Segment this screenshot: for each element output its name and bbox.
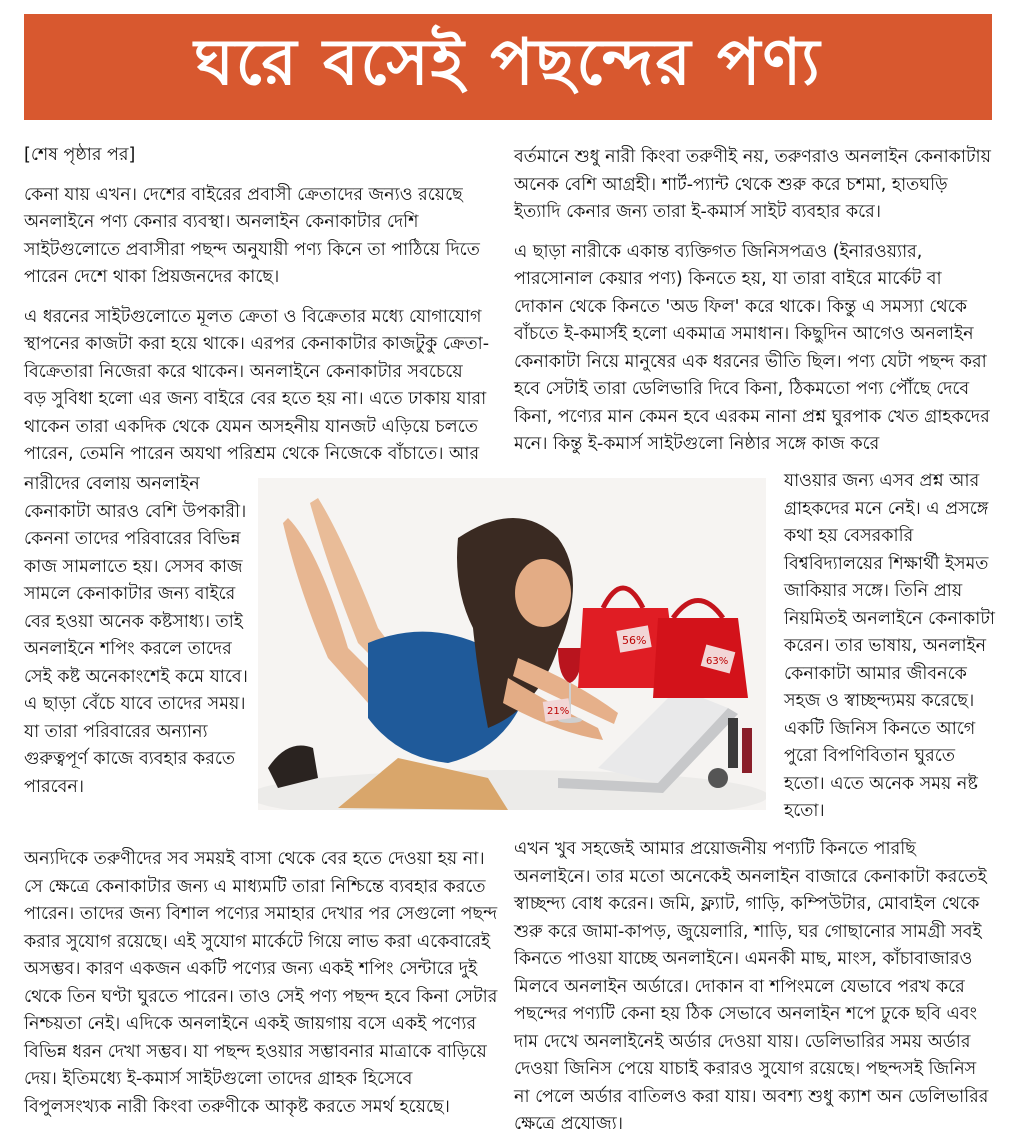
left-paragraph-2: এ ধরনের সাইটগুলোতে মূলত ক্রেতা ও বিক্রেতার মধ্যে যোগাযোগ স্থাপনের কাজটা করা হয়ে থাকে। এরপর কেনাকাটার কাজটুকু ক্রেতা-বিক্রেতারা নিজেরা করে থাকেন। অনলাইনে কেনাকাটার সবচেয়ে বড় সুবিধা হলো এর জন্য বাইরে বের হতে হয় না। এতে ঢাকায় যারা থাকেন তারা একদিক থেকে যেমন অসহনীয় যানজট এড়িয়ে চলতে পারেন, তেমনি পারেন অযথা পরিশ্রম থেকে নিজেকে বাঁচাতে। আর: [24, 306, 490, 464]
continued-note: [শেষ পৃষ্ঠার পর]: [24, 145, 136, 165]
right-wrap-text: যাওয়ার জন্য এসব প্রশ্ন আর গ্রাহকদের মনে নেই। এ প্রসঙ্গে কথা হয় বেসরকারি বিশ্ববিদ্যালয়ের শিক্ষার্থী ইসমত জাকিয়ার সঙ্গে। তিনি প্রায় নিয়মিতই অনলাইনে কেনাকাটা করেন। তার ভাষায়, অনলাইন কেনাকাটা আমার জীবনকে সহজ ও স্বাচ্ছন্দ্যময় করেছে। একটি জিনিস কিনতে আগে পুরো বিপণিবিতান ঘুরতে হতো। এতে অনেক সময় নষ্ট হতো।: [784, 471, 995, 821]
left-column-top: [24, 142, 489, 469]
right-wrap-column: [784, 468, 996, 826]
left-wrap-text: নারীদের বেলায় অনলাইন কেনাকাটা আরও বেশি উপকারী। কেননা তাদের পরিবারের বিভিন্ন কাজ সামলাতে হয়। সেসব কাজ সামলে কেনাকাটার জন্য বাইরে বের হওয়া অনেক কষ্টসাধ্য। তাই অনলাইনে শপিং করলে তাদের সেই কষ্ট অনেকাংশেই কমে যাবে। এ ছাড়া বেঁচে যাবে তাদের সময়। যা তারা পরিবারের অন্যান্য গুরুত্বপূর্ণ কাজে ব্যবহার করতে পারবেন।: [24, 474, 248, 797]
left-column-bottom: [24, 846, 502, 1121]
cosmetic-icon: [728, 718, 738, 768]
right-column-bottom: [514, 836, 992, 1139]
left-bottom-text: অন্যদিকে তরুণীদের সব সময়ই বাসা থেকে বের হতে দেওয়া হয় না। সে ক্ষেত্রে কেনাকাটার জন্য এ মাধ্যমটি তারা নিশ্চিন্তে ব্যবহার করতে পারেন। তাদের জন্য বিশাল পণ্যের সমাহার দেখার পর সেগুলো পছন্দ করার সুযোগ রয়েছে। এই সুযোগ মার্কেটে গিয়ে লাভ করা একেবারেই অসম্ভব। কারণ একজন একটি পণ্যের জন্য একই শপিং সেন্টারে দুই থেকে তিন ঘণ্টা ঘুরতে পারেন। তাও সেই পণ্য পছন্দ হবে কিনা সেটার নিশ্চয়তা নেই। এদিকে অনলাইনে একই জায়গায় বসে একই পণ্যের বিভিন্ন ধরন দেখা সম্ভব। যা পছন্দ হওয়ার সম্ভাবনার মাত্রাকে বাড়িয়ে দেয়। ইতিমধ্যে ই-কমার্স সাইটগুলো তাদের গ্রাহক হিসেবে বিপুলসংখ্যক নারী কিংবা তরুণীকে আকৃষ্ট করতে সমর্থ হয়েছে।: [24, 849, 498, 1117]
right-paragraph-2: এ ছাড়া নারীকে একান্ত ব্যক্তিগত জিনিসপত্রও (ইনারওয়্যার, পারসোনাল কেয়ার পণ্য) কিনতে হয়, যা তারা বাইরে মার্কেট বা দোকান থেকে কিনতে 'অড ফিল' করে থাকে। কিন্তু এ সমস্যা থেকে বাঁচতে ই-কমার্সই হলো একমাত্র সমাধান। কিছুদিন আগেও অনলাইন কেনাকাটা নিয়ে মানুষের এক ধরনের ভীতি ছিল। পণ্য যেটা পছন্দ করা হবে সেটাই তারা ডেলিভারি দিবে কিনা, ঠিকমতো পণ্য পৌঁছে দেবে কিনা, পণ্যের মান কেমন হবে এরকম নানা প্রশ্ন ঘুরপাক খেত গ্রাহকদের মনে। কিন্তু ই-কমার্স সাইটগুলো নিষ্ঠার সঙ্গে কাজ করে: [514, 241, 990, 454]
right-column-top: [514, 144, 992, 459]
shopping-woman-illustration: [258, 478, 766, 810]
price-tag-3: 63%: [706, 656, 729, 667]
left-wrap-column: [24, 471, 249, 801]
headline: ঘরে বসেই পছন্দের পণ্য: [194, 24, 822, 100]
right-paragraph-1: বর্তমানে শুধু নারী কিংবা তরুণীই নয়, তরুণরাও অনলাইন কেনাকাটায় অনেক বেশি আগ্রহী। শার্ট-প্যান্ট থেকে শুরু করে চশমা, হাতঘড়ি ইত্যাদি কেনার জন্য তারা ই-কমার্স সাইট ব্যবহার করে।: [514, 147, 991, 222]
left-paragraph-1: কেনা যায় এখন। দেশের বাইরের প্রবাসী ক্রেতাদের জন্যও রয়েছে অনলাইনে পণ্য কেনার ব্যবস্থা। অনলাইন কেনাকাটার দেশি সাইটগুলোতে প্রবাসীরা পছন্দ অনুযায়ী পণ্য কিনে তা পাঠিয়ে দিতে পারেন দেশে থাকা প্রিয়জনদের কাছে।: [24, 184, 480, 287]
right-bottom-text: এখন খুব সহজেই আমার প্রয়োজনীয় পণ্যটি কিনতে পারছি অনলাইনে। তার মতো অনেকেই অনলাইন বাজারে কেনাকাটা করতেই স্বাচ্ছন্দ্য বোধ করেন। জমি, ফ্ল্যাট, গাড়ি, কম্পিউটার, মোবাইল থেকে শুরু করে জামা-কাপড়, জুয়েলারি, শাড়ি, ঘর গোছানোর সামগ্রী সবই কিনতে পাওয়া যাচ্ছে অনলাইনে। এমনকী মাছ, মাংস, কাঁচাবাজারও মিলবে অনলাইন অর্ডারে। দোকান বা শপিংমলে যেভাবে পরখ করে পছন্দের পণ্যটি কেনা হয় ঠিক সেভাবে অনলাইন শপে ঢুকে ছবি এবং দাম দেখে অনলাইনেই অর্ডার দেওয়া যায়। ডেলিভারির সময় অর্ডার দেওয়া জিনিস পেয়ে যাচাই করারও সুযোগ রয়েছে। পছন্দসই জিনিস না পেলে অর্ডার বাতিলও করা যায়। অবশ্য শুধু ক্যাশ অন ডেলিভারির ক্ষেত্রে প্রযোজ্য।: [514, 839, 989, 1134]
headline-banner: [24, 14, 992, 120]
price-tag-1: 56%: [622, 634, 647, 647]
article-photo: [258, 478, 766, 810]
price-tag-2: 21%: [547, 706, 570, 717]
